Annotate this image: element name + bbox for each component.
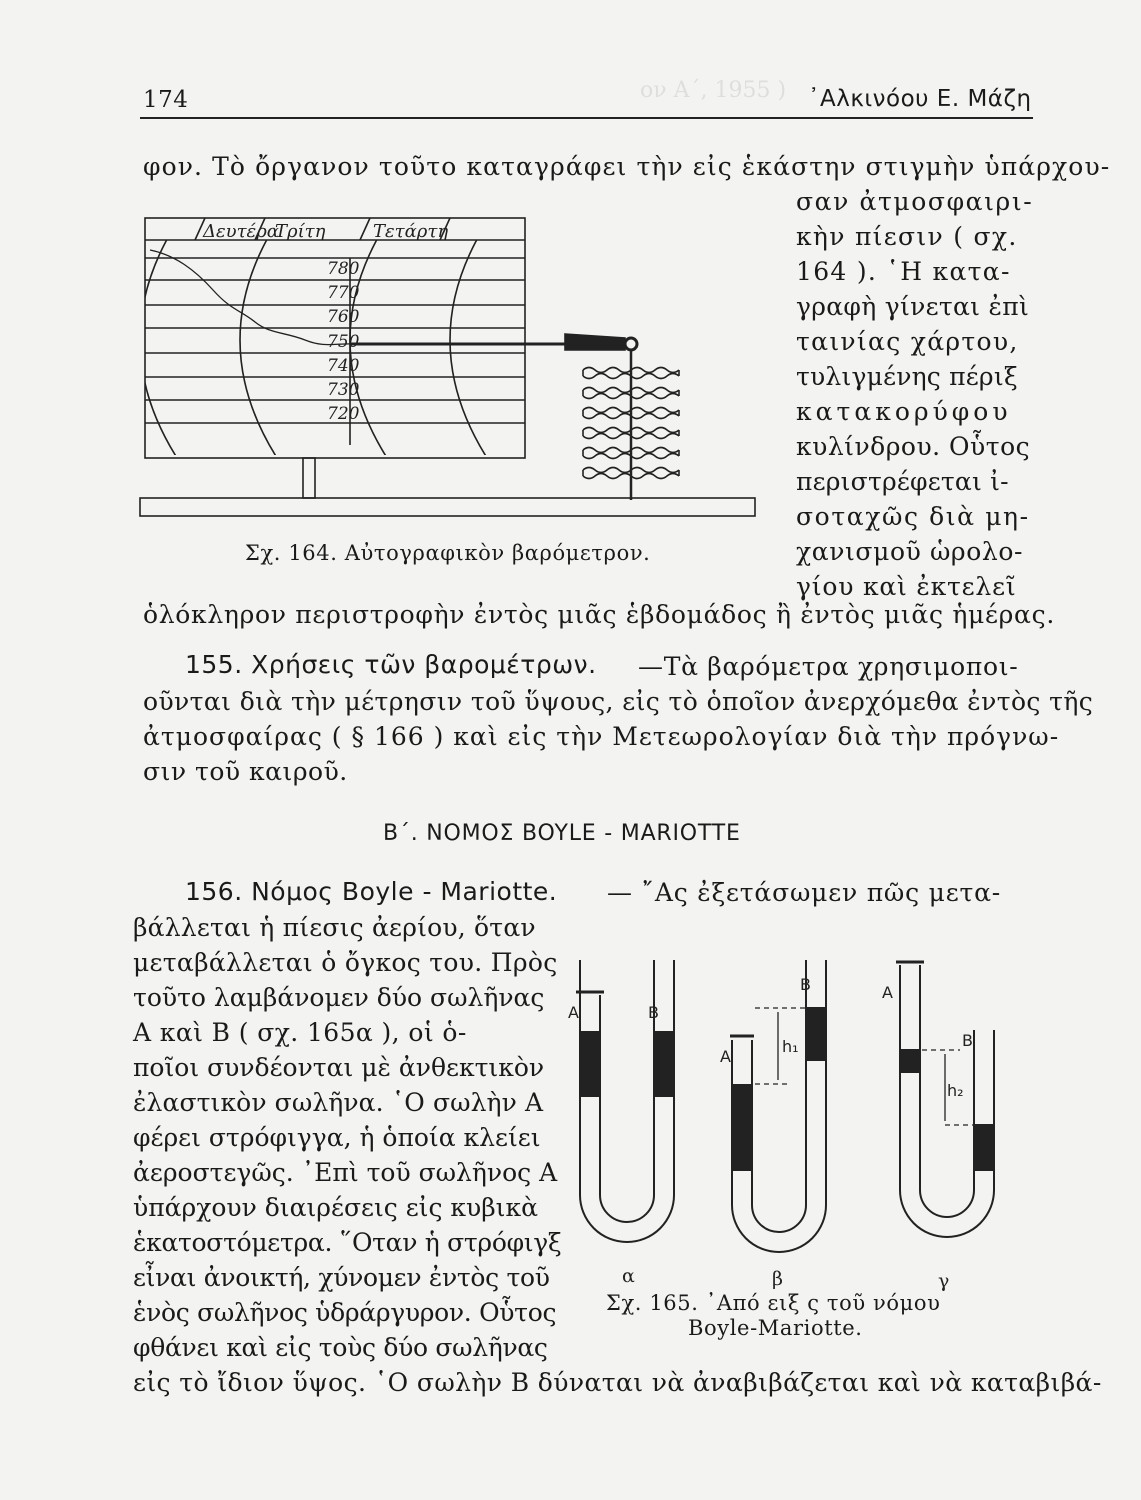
u-tube-beta bbox=[730, 960, 826, 1252]
sub-label: α bbox=[622, 1265, 635, 1287]
height-label: h₂ bbox=[947, 1081, 964, 1100]
scale-label: 740 bbox=[327, 356, 360, 376]
body-line: σιν τοῦ καιροῦ. bbox=[143, 757, 348, 786]
scale-label: 760 bbox=[327, 307, 360, 327]
body-line: ἀτμοσφαίρας ( § 166 ) καὶ εἰς τὴν Μετεωρολογίαν διὰ τὴν πρόγνω- bbox=[143, 722, 1060, 751]
chapter-title: Β΄. ΝΟΜΟΣ BOYLE - MARIOTTE bbox=[383, 821, 741, 846]
height-label: h₁ bbox=[782, 1037, 799, 1056]
tube-label: Α bbox=[720, 1047, 731, 1066]
body-line: ὁλόκληρον περιστροφὴν ἐντὸς μιᾶς ἑβδομάδος ἢ ἐντὸς μιᾶς ἡμέρας. bbox=[143, 600, 1055, 629]
figure-164-caption: Σχ. 164. Αὐτογραφικὸν βαρόμετρον. bbox=[245, 541, 651, 565]
drum-spindle bbox=[303, 458, 315, 498]
scale-label: 750 bbox=[327, 332, 360, 352]
body-line: ἑνὸς σωλῆνος ὑδράργυρον. Οὗτος bbox=[133, 1298, 557, 1327]
day-label: Τετάρτη bbox=[373, 221, 449, 242]
mercury-column bbox=[975, 1125, 993, 1170]
body-line: τυλιγμένης πέριξ bbox=[796, 362, 1018, 391]
mercury-column bbox=[807, 1008, 825, 1060]
body-line: ἐλαστικὸν σωλῆνα. ῾Ο σωλὴν Α bbox=[133, 1088, 544, 1117]
body-line: φον. Τὸ ὄργανον τοῦτο καταγράφει τὴν εἰς ἑκάστην στιγμὴν ὑπάρχου- bbox=[143, 152, 1111, 181]
figure-165-caption: Σχ. 165. ᾿Από ειξ ς τοῦ νόμου bbox=[606, 1291, 941, 1315]
section-155-heading: 155. Χρήσεις τῶν βαρομέτρων. bbox=[185, 650, 597, 679]
mercury-column bbox=[581, 1032, 599, 1096]
body-line: ἑκατοστόμετρα. ῞Οταν ἡ στρόφιγξ bbox=[133, 1228, 562, 1257]
day-arcs bbox=[140, 210, 495, 470]
mercury-column bbox=[733, 1085, 751, 1170]
body-line: κατακορύφου bbox=[796, 397, 1012, 426]
mercury-column bbox=[655, 1032, 673, 1096]
section-156-heading: 156. Νόμος Boyle - Mariotte. bbox=[185, 877, 558, 906]
body-line: σοταχῶς διὰ μη- bbox=[796, 502, 1030, 531]
body-line: κυλίνδρου. Οὗτος bbox=[796, 432, 1031, 461]
figure-165-caption: Boyle-Mariotte. bbox=[688, 1316, 863, 1340]
scale-label: 730 bbox=[327, 380, 360, 400]
body-line: οῦνται διὰ τὴν μέτρησιν τοῦ ὕψους, εἰς τὸ ὁποῖον ἀνερχόμεθα ἐντὸς τῆς bbox=[143, 687, 1094, 716]
body-line: γίου καὶ ἐκτελεῖ bbox=[796, 572, 1017, 601]
body-line: εἰς τὸ ἴδιον ὕψος. ῾Ο σωλὴν Β δύναται νὰ ἀναβιβάζεται καὶ νὰ καταβιβά- bbox=[133, 1368, 1102, 1397]
scale-label: 720 bbox=[327, 404, 360, 424]
body-line: εἶναι ἀνοικτή, χύνομεν ἐντὸς τοῦ bbox=[133, 1263, 550, 1292]
tube-label: Β bbox=[800, 975, 811, 994]
mercury-column bbox=[901, 1050, 919, 1072]
lever-pivot bbox=[625, 338, 637, 350]
u-tube-gamma bbox=[896, 962, 994, 1237]
body-line: γραφὴ γίνεται ἐπὶ bbox=[796, 292, 1030, 321]
body-line: κὴν πίεσιν ( σχ. bbox=[796, 222, 1018, 251]
tube-label: Β bbox=[962, 1031, 973, 1050]
body-line: —Τὰ βαρόμετρα χρησιμοποι- bbox=[638, 652, 1019, 681]
bleed-through-text: ον Α΄, 1955 ) bbox=[640, 78, 787, 103]
tube-label: Α bbox=[882, 983, 893, 1002]
body-line: χανισμοῦ ὡρολο- bbox=[796, 537, 1024, 566]
day-label: Δευτέρα bbox=[203, 221, 279, 242]
header-rule bbox=[140, 117, 1033, 119]
body-line: 164 ). ῾Η κατα- bbox=[796, 257, 1011, 286]
page-number: 174 bbox=[143, 87, 189, 113]
sub-label: β bbox=[772, 1268, 783, 1290]
body-line: φέρει στρόφιγγα, ἡ ὁποία κλείει bbox=[133, 1123, 541, 1152]
day-label: Τρίτη bbox=[275, 221, 326, 242]
scale-label: 770 bbox=[327, 283, 360, 303]
body-line: — ῎Ας ἐξετάσωμεν πῶς μετα- bbox=[607, 878, 1002, 907]
body-line: Α καὶ Β ( σχ. 165α ), οἱ ὁ- bbox=[133, 1018, 467, 1047]
body-line: σαν ἀτμοσφαιρι- bbox=[796, 187, 1034, 216]
body-line: μεταβάλλεται ὁ ὄγκος του. Πρὸς bbox=[133, 948, 558, 977]
tube-label: Α bbox=[568, 1003, 579, 1022]
body-line: περιστρέφεται ἰ- bbox=[796, 467, 1009, 496]
body-line: φθάνει καὶ εἰς τοὺς δύο σωλῆνας bbox=[133, 1333, 548, 1362]
base-plate bbox=[140, 498, 755, 516]
sub-label: γ bbox=[938, 1270, 950, 1292]
body-line: τοῦτο λαμβάνομεν δύο σωλῆνας bbox=[133, 983, 545, 1012]
barograph-figure bbox=[135, 210, 765, 530]
body-line: ποῖοι συνδέονται μὲ ἀνθεκτικὸν bbox=[133, 1053, 545, 1082]
body-line: ὑπάρχουν διαιρέσεις εἰς κυβικὰ bbox=[133, 1193, 538, 1222]
body-line: ταινίας χάρτου, bbox=[796, 327, 1019, 356]
body-line: ἀεροστεγῶς. ᾿Επὶ τοῦ σωλῆνος Α bbox=[133, 1158, 558, 1187]
pressure-trace bbox=[150, 250, 355, 345]
tube-label: Β bbox=[648, 1003, 659, 1022]
u-tube-alpha bbox=[576, 960, 674, 1242]
scale-label: 780 bbox=[327, 259, 360, 279]
boyle-mariotte-figure bbox=[560, 920, 1030, 1295]
body-line: βάλλεται ἡ πίεσις ἀερίου, ὅταν bbox=[133, 913, 536, 942]
running-title: ᾿Αλκινόου Ε. Μάζη bbox=[808, 86, 1032, 112]
